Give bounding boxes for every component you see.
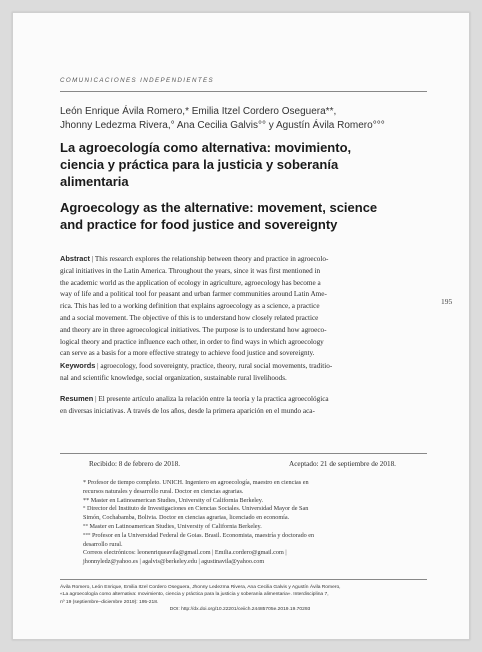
header-rule (60, 91, 427, 92)
author-list (60, 105, 430, 133)
section-tag: COMUNICACIONES INDEPENDIENTES (60, 77, 215, 84)
received-date: Recibido: 8 de febrero de 2018. (89, 460, 181, 468)
abstract-line-0: Abstract | This research explores the relationship between theory and practice in agroecolo- (60, 254, 329, 263)
abstract-block: Abstract | This research explores the relationship between theory and practice in agroecolo- gical initiatives in the Latin America. Throughout the years, since it was first mentioned in the academic world as the application of ecology in agriculture, agroecology has become a way of life and a political tool for peasant and urban farmer communities around Latin Ame- rica. This has led to a working definition that explains agroecology as a science, a practice and a social movement. The objective of this is to understand how closely related practice and theory are in three agroecological initiatives. The purpose is to understand how agroeco- logical theory and practice influence each other, in order to find ways in which agroecology can serve as a basis for a more effective strategy to achieve food justice and sovereignty. Keywords | agroecology, food sovereignty, practice, theory, rural social movements, traditio- nal and scientific knowledge, social organization, sustainable rural livelihoods. Resumen | El presente artículo analiza la relación entre la teoría y la practica agroecológica en diversas iniciativas. A través de los años, desde la primera aparición en el mundo aca- (60, 253, 430, 417)
email-line: jhonnyledz@yahoo.es | agalvis@berkeley.edu | agustinavila@yahoo.com (83, 558, 265, 566)
citation-block: Ávila Romero, León Enrique, Emilia Itzel Cordero Oseguera, Jhonny Ledezma Rivera, Ana Cecilia Galvis y Agustín Ávila Romero, «La agroecología como alternativa: movimiento, ciencia y práctica para la justicia y soberanía alimentaria». Interdisciplina 7, nº 19 (septiembre–diciembre 2019): 195-218. DOI: http://dx.doi.org/10.22201/ceiich.24485705e.2019.19.70293 (60, 584, 430, 614)
email-line: Correos electrónicos: leonenriqueavila@gmail.com | Emilia.cordero@gmail.com | (83, 549, 287, 557)
author-line: Jhonny Ledezma Rivera,° Ana Cecilia Galvis°° y Agustín Ávila Romero°°° (60, 120, 385, 131)
resumen-line-0: Resumen | El presente artículo analiza la relación entre la teoría y la practica agroecológica (60, 393, 329, 403)
dates-line (89, 460, 429, 468)
paper-page (12, 12, 470, 640)
accepted-date: Aceptado: 21 de septiembre de 2018. (289, 460, 396, 468)
footnote-rule (60, 453, 427, 454)
abstract-label: Abstract (60, 254, 90, 263)
page-number: 195 (441, 297, 453, 306)
title-english: Agroecology as the alternative: movement, science and practice for food justice and sovereignty (60, 200, 378, 232)
citation-rule (60, 579, 427, 580)
resumen-label: Resumen (60, 393, 94, 403)
doi-link[interactable]: DOI: http://dx.doi.org/10.22201/ceiich.24485705e.2019.19.70293 (169, 607, 311, 613)
keywords-line-0: Keywords | agroecology, food sovereignty, practice, theory, rural social movements, traditio- (60, 361, 333, 371)
author-line: León Enrique Ávila Romero,* Emilia Itzel Cordero Oseguera**, (60, 106, 337, 117)
author-notes: * Profesor de tiempo completo. UNICH. Ingeniero en agroecología, maestro en ciencias en recursos naturales y desarrollo rural. Doctor en ciencias agrarias. ** Master en Latinoamerican Studies, University of California Berkeley. ° Director del Instituto de Investigaciones en Ciencias Sociales. Universidad Mayor de San Simón, Cochabamba, Bolivia. Doctor en ciencias agrarias, licenciado en economía. °° Master en Latinoamerican Studies, University of California Berkeley. °°° Profesor en la Universidad Federal de Goias. Brasil. Economista, maestría y doctorado en desarrollo rural. Correos electrónicos: leonenriqueavila@gmail.com | Emilia.cordero@gmail.com | jhonnyledz@yahoo.es | agalvis@berkeley.edu | agustinavila@yahoo.com (83, 479, 433, 567)
keywords-label: Keywords (60, 361, 96, 371)
title-spanish: La agroecología como alternativa: movimiento, ciencia y práctica para la justicia y soberanía alimentaria (60, 140, 352, 189)
